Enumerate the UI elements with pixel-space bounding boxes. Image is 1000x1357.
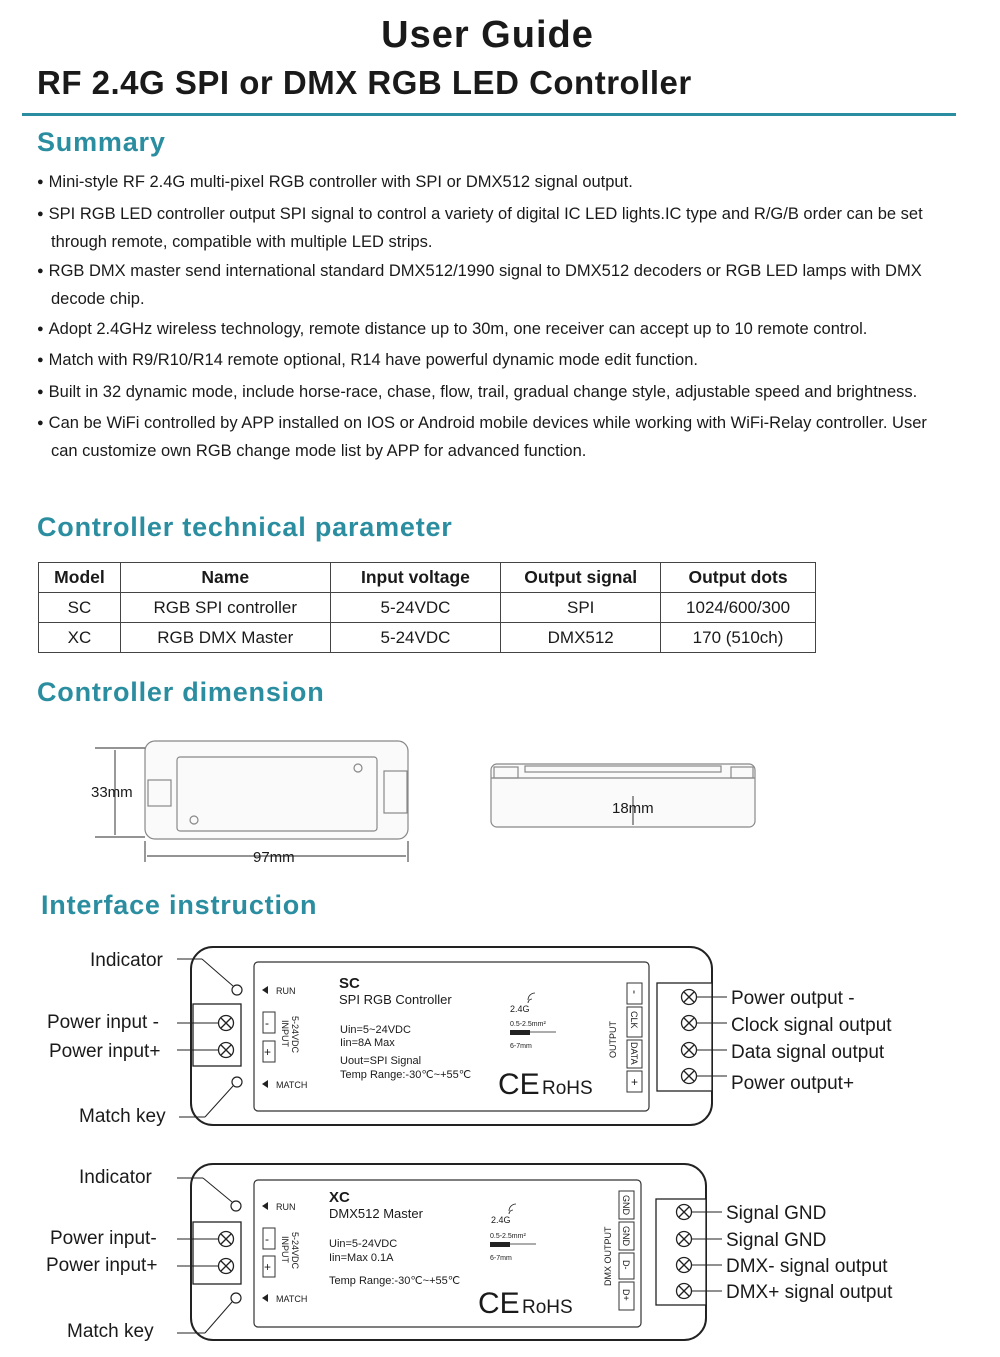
sc-indicator-label: Indicator: [90, 950, 163, 971]
sc-input-minus: -: [265, 1016, 269, 1030]
page-title: User Guide: [381, 14, 594, 56]
dimension-top-view: [95, 741, 408, 862]
summary-item: ● SPI RGB LED controller output SPI signal to control a variety of digital IC LED lights.IC type and R/G/B order can be set through remote, compatible with multiple LED strips.: [37, 201, 947, 255]
column-header: Input voltage: [330, 563, 501, 593]
sc-rohs-mark: RoHS: [542, 1078, 593, 1099]
sc-right-label: Power output+: [731, 1073, 855, 1094]
sc-strip-label: 6-7mm: [510, 1043, 532, 1050]
xc-input-voltage: 5-24VDC: [290, 1232, 300, 1270]
dim-length-label: 97mm: [253, 849, 295, 866]
sc-power-neg-label: Power input -: [47, 1012, 159, 1033]
sc-spec: Temp Range:-30℃~+55℃: [340, 1069, 472, 1081]
xc-ce-mark: CE: [478, 1287, 520, 1320]
dim-height-label: 33mm: [91, 784, 133, 801]
sc-spec: Uout=SPI Signal: [340, 1055, 422, 1067]
sc-pin: -: [628, 990, 642, 994]
sc-ce-mark: CE: [498, 1068, 540, 1101]
xc-right-label: DMX+ signal output: [726, 1282, 893, 1303]
xc-pin: GND: [621, 1195, 631, 1215]
summary-item: ● Mini-style RF 2.4G multi-pixel RGB controller with SPI or DMX512 signal output.: [37, 169, 947, 197]
column-header: Output dots: [661, 563, 816, 593]
xc-controller-diagram: [177, 1164, 722, 1340]
xc-spec: Iin=Max 0.1A: [329, 1252, 394, 1264]
sc-power-pos-label: Power input+: [49, 1041, 161, 1062]
sc-wire-icon: [510, 1030, 530, 1035]
sc-match-key-label: Match key: [79, 1106, 166, 1127]
xc-spec: Temp Range:-30℃~+55℃: [329, 1275, 461, 1287]
xc-wire-icon: [490, 1242, 510, 1247]
xc-power-neg-label: Power input-: [50, 1228, 157, 1249]
interface-heading: Interface instruction: [41, 890, 318, 920]
xc-match-label: MATCH: [276, 1294, 308, 1304]
dimension-heading: Controller dimension: [37, 677, 325, 707]
xc-pin: D+: [621, 1289, 631, 1301]
sc-right-label: Clock signal output: [731, 1015, 892, 1036]
sc-rf-label: 2.4G: [510, 1004, 530, 1014]
sc-pin: +: [631, 1075, 639, 1089]
dim-depth-label: 18mm: [612, 800, 654, 817]
xc-input-minus: -: [265, 1232, 269, 1246]
table-cell: RGB DMX Master: [120, 623, 330, 653]
summary-item: ● RGB DMX master send international standard DMX512/1990 signal to DMX512 decoders or RGB LED lamps with DMX decode chip.: [37, 258, 947, 312]
summary-heading: Summary: [37, 127, 166, 157]
xc-right-label: Signal GND: [726, 1230, 827, 1251]
xc-match-key-label: Match key: [67, 1321, 154, 1342]
sc-spec: Uin=5~24VDC: [340, 1024, 411, 1036]
sc-right-label: Power output -: [731, 988, 855, 1009]
page-subtitle: RF 2.4G SPI or DMX RGB LED Controller: [37, 64, 692, 101]
xc-wire-label: 0.5-2.5mm²: [490, 1233, 526, 1240]
table-cell: 5-24VDC: [330, 593, 501, 623]
xc-right-label: DMX- signal output: [726, 1256, 888, 1277]
xc-pin: D-: [621, 1260, 631, 1270]
sc-run-label: RUN: [276, 986, 296, 996]
column-header: Model: [39, 563, 121, 593]
sc-input-voltage: 5-24VDC: [290, 1016, 300, 1054]
xc-name: DMX512 Master: [329, 1206, 423, 1221]
xc-right-label: Signal GND: [726, 1203, 827, 1224]
table-cell: 5-24VDC: [330, 623, 501, 653]
sc-pin: DATA: [629, 1042, 639, 1065]
sc-pin: CLK: [629, 1011, 639, 1029]
sc-match-label: MATCH: [276, 1080, 308, 1090]
column-header: Name: [120, 563, 330, 593]
table-cell: XC: [39, 623, 121, 653]
sc-wire-label: 0.5-2.5mm²: [510, 1021, 546, 1028]
dimension-side-view: [491, 764, 755, 827]
sc-controller-diagram: [177, 947, 727, 1125]
xc-model: XC: [329, 1189, 350, 1206]
sc-right-label: Data signal output: [731, 1042, 885, 1063]
column-header: Output signal: [501, 563, 661, 593]
xc-rohs-mark: RoHS: [522, 1297, 573, 1318]
summary-item: ● Adopt 2.4GHz wireless technology, remote distance up to 30m, one receiver can accept up to 10 remote control.: [37, 316, 947, 344]
summary-item: ● Built in 32 dynamic mode, include horse-race, chase, flow, trail, gradual change style, adjustable speed and brightness.: [37, 379, 947, 407]
sc-name: SPI RGB Controller: [339, 992, 452, 1007]
xc-strip-label: 6-7mm: [490, 1255, 512, 1262]
xc-output-label: DMX OUTPUT: [603, 1226, 613, 1286]
xc-indicator-label: Indicator: [79, 1167, 152, 1188]
xc-input-plus: +: [264, 1260, 272, 1274]
summary-item: ● Can be WiFi controlled by APP installed on IOS or Android mobile devices while working with WiFi-Relay controller. User can customize own RGB change mode list by APP for advanced function.: [37, 410, 947, 464]
table-cell: DMX512: [501, 623, 661, 653]
sc-input-plus: +: [264, 1045, 272, 1059]
table-cell: SPI: [501, 593, 661, 623]
sc-input-text: INPUT: [280, 1020, 290, 1047]
table-cell: RGB SPI controller: [120, 593, 330, 623]
xc-run-label: RUN: [276, 1202, 296, 1212]
sc-output-label: OUTPUT: [608, 1021, 618, 1058]
xc-power-pos-label: Power input+: [46, 1255, 158, 1276]
xc-spec: Uin=5-24VDC: [329, 1238, 398, 1250]
table-cell: 1024/600/300: [661, 593, 816, 623]
summary-item: ● Match with R9/R10/R14 remote optional, R14 have powerful dynamic mode edit function.: [37, 347, 947, 375]
table-cell: SC: [39, 593, 121, 623]
sc-model: SC: [339, 975, 360, 992]
params-heading: Controller technical parameter: [37, 512, 453, 542]
table-cell: 170 (510ch): [661, 623, 816, 653]
xc-rf-label: 2.4G: [491, 1215, 511, 1225]
sc-spec: Iin=8A Max: [340, 1037, 395, 1049]
xc-input-text: INPUT: [280, 1236, 290, 1263]
xc-pin: GND: [621, 1226, 631, 1246]
